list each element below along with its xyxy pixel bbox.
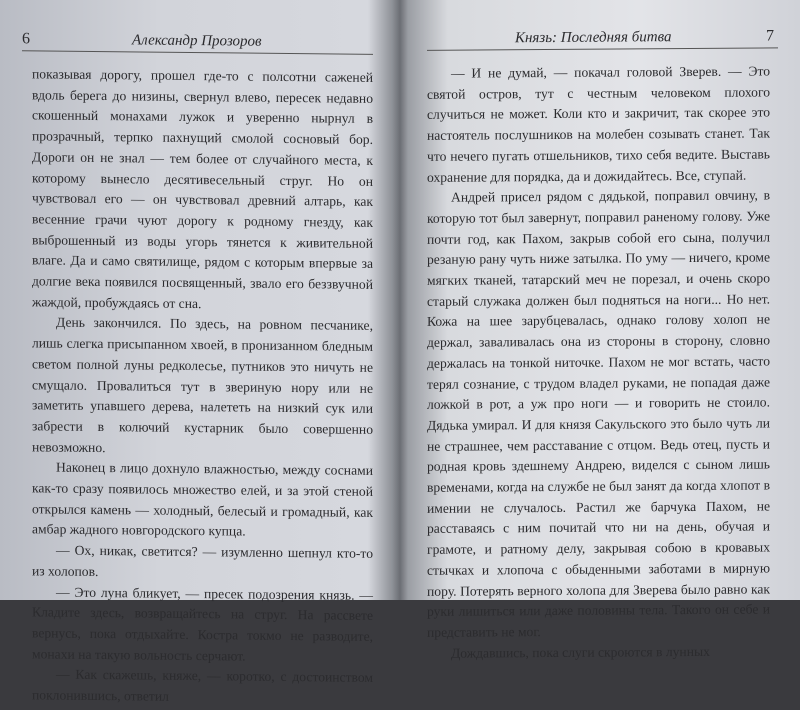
paragraph: — Как скажешь, княже, — коротко, с достоинством поклонившись, ответил (32, 666, 373, 704)
paragraph: День закончился. По здесь, на ровном песчанике, лишь слегка присыпанном хвоей, в пронизанном бледным светом полной луны редколесье, путников это ничуть не смущало. Провалиться тут в звериную нору или не заметить упавшего дерева, налететь на низкий сук или забрести в колючий кустарник было совершенно невозможно. (32, 315, 373, 455)
left-running-head-title: Александр Прозоров (132, 32, 262, 50)
right-page-text (427, 61, 770, 664)
right-page (405, 0, 800, 661)
left-running-head (22, 28, 373, 55)
paragraph: Андрей присел рядом с дядькой, поправил овчину, в которую тот был завернут, поправил раненому голову. Уже почти год, как Пахом, закрыв собой его сына, получил резаную рану чуть ниже затылка. По уму — ничего, кроме мягких тканей, татарский меч не порезал, и очень скоро старый служака должен был подняться на ноги... Но нет. Кожа на шее зарубцевалась, однако голову холоп не держал, заваливалась она из стороны в сторону, словно держалась на тонкой ниточке. Пахом не мог встать, часто терял сознание, с трудом владел руками, не попадая даже ложкой в рот, а уж про ноги — и говорить не стоило. Дядька умирал. И для князя Сакульского это было чуть ли не страшнее, чем расставание с отцом. Ведь отец, пусть и родная кровь здешнему Андрею, виделся с сыном лишь временами, когда на службе не был занят да когда хлопот в имении не случалось. Растил же барчука Пахом, не расставаясь с ним почитай что ни на день, обучая и грамоте, и ратному делу, закрывая собою в кровавых стычках и хлопоча с обыденными заботами в мирную пору. Потерять верного холопа для Зверева было равно как руки лишиться или даже половины тела. Такого он себе и представить не мог. (427, 187, 770, 640)
right-running-head-title: Князь: Последняя битва (515, 29, 672, 47)
right-page-number: 7 (766, 27, 774, 45)
paragraph: Дождавшись, пока слуги скроются в лунных (451, 643, 710, 661)
left-page (0, 0, 395, 704)
paragraph: показывая дорогу, прошел где-то с полсотни саженей вдоль берега до низины, свернул влево, пересек недавно скошенный монахами лужок и уверенно нырнул в прозрачный, терпко пахнущий смолой сосновый бор. Дороги он не знал — тем более от случайного места, к которому вынесло десятивесельный струг. Но он чувствовал его — он чувствовал древний алтарь, как весенние грачи чуют дорогу к родному гнезду, как выброшенный из воды угорь тянется к живительной влаге. Да и само святилище, рядом с которым впервые за долгие века появился посвященный, звало его беззвучной жаждой, пробуждаясь от сна. (32, 66, 373, 311)
paragraph: Наконец в лицо дохнуло влажностью, между соснами как-то сразу появилось множество елей, и за этой стеной открылся камень — холодный, белесый и громадный, как амбар жадного новгородского купца. (32, 459, 373, 540)
left-page-number: 6 (22, 30, 30, 48)
left-page-text (32, 64, 373, 709)
paragraph: — Ох, никак, светится? — изумленно шепнул кто-то из холопов. (32, 542, 373, 579)
paragraph: — Это луна бликует, — пресек подозрения князь. — Кладите здесь, возвращайтесь на струг. На рассвете вернусь, пока отдыхайте. Костра токмо не разводите, монахи на такую вольность серчают. (32, 584, 373, 664)
paragraph: — И не думай, — покачал головой Зверев. — Это святой остров, тут с честным человеком плохого случиться не может. Коли кто и закричит, так скорее это настоятель послушников на молебен созывать станет. Так что нечего пугать отшельников, тихо себя ведите. Выставь охранение для порядка, да и дожидайтесь. Все, ступай. (427, 63, 770, 185)
right-running-head (427, 25, 778, 50)
